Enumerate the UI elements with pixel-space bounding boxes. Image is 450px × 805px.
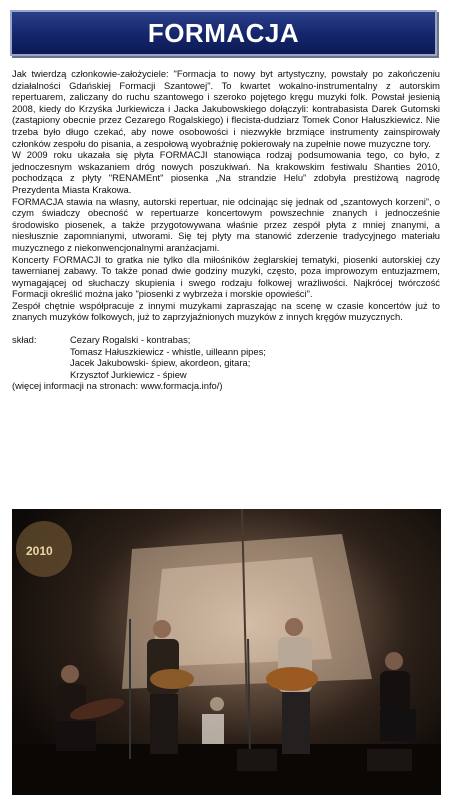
band-concert-photo [12,509,441,795]
backdrop-year: 2010 [26,544,53,558]
concert-scene-illustration [12,509,441,795]
article-body [12,68,440,392]
lineup-member: Krzysztof Jurkiewicz - śpiew [70,368,187,380]
paragraph-album: W 2009 roku ukazała się płyta FORMACJI stanowiąca rodzaj podsumowania tego, co było, z jednoczesnym wskazaniem dróg nowych poszukiwań. Na krakowskim festiwalu Shanties 2010, pochodząca z płyty "RENAMEnt" piosenka „Na strandzie Helu” zdobyła prestiżową nagrodę Prezydenta Miasta Krakowa. [12,149,440,195]
paragraph-repertoire: FORMACJA stawia na własny, autorski repertuar, nie odcinając się jednak od „szantowych korzeni”, o czym świadczy obecność w repertuarze koncertowym powszechnie znanych i jednocześnie środowisko piosenek, a także przygotowywana właśnie przez zespół płyta z mniej znanymi, a niesłusznie zapomnianymi, utworami. Się tej płyty ma stanowić zderzenie tradycyjnego materiału muzycznego z niekonwencjonalnymi aranżacjami. [12,195,440,253]
lineup-member: Jacek Jakubowski- śpiew, akordeon, gitara; [70,357,251,369]
lineup-member: Tomasz Hałuszkiewicz - whistle, uilleann pipes; [70,345,266,357]
lineup [12,334,440,380]
page-title: FORMACJA [147,17,300,48]
more-info-link[interactable]: (więcej informacji na stronach: www.formacja.info/) [12,380,223,392]
musician-left-icon [56,665,126,751]
title-banner [10,10,437,56]
stage-monitor [367,749,412,771]
stage-case [202,714,224,744]
lineup-label: skład: [12,334,37,346]
paragraph-collaboration: Zespół chętnie współpracuje z innymi muzykami zapraszając na scenę w czasie koncertów już to znanych muzyków folkowych, już to zaprzyjaźnionych muzyków z innych kręgów muzycznych. [12,299,440,323]
musician-right-icon [380,652,416,741]
paragraph-concerts: Koncerty FORMACJI to gratka nie tylko dla miłośników żeglarskiej tematyki, piosenki autorskiej czy tawernianej zabawy. To także ponad dwie godziny muzyki, często, poza improwozym entuzjazmem, wymagającej od słuchaczy skupienia i swego rodzaju folkowej wrażliwości. Najkrócej twórczość Formacji określić można jako "piosenki z wybrzeża i morskie opowieści". [12,253,440,300]
paragraph-intro: Jak twierdzą członkowie-założyciele: "Formacja to nowy byt artystyczny, powstały po zakończeniu działalności Gdańskiej Formacji Szantowej". To kwartet wokalno-instrumentalny z autorskim repertuarem, zaliczany do ruchu szantowego i szeroko pojętego kręgu muzyki folk. Powstał jesienią 2008, kiedy do Krzyśka Jurkiewicza i Jacka Jakubowskiego dołączyli: kontrabasista Darek Gutomski (zastąpiony obecnie przez Cezarego Rogalskiego) i flecista-dudziarz Tomek Conor Hałuszkiewicz. Nie trzeba było długo czekać, aby nowe osobowości i niezwykłe brzmiące instrumenty zainspirowały członków zespołu do pisania, a zespołową wyobraźnię pokierowały na zupełnie nowe muzyczne tory. [12,68,440,149]
stage-jug [210,697,224,711]
lineup-member: Cezary Rogalski - kontrabas; [70,334,191,346]
stage-monitor [237,749,277,771]
